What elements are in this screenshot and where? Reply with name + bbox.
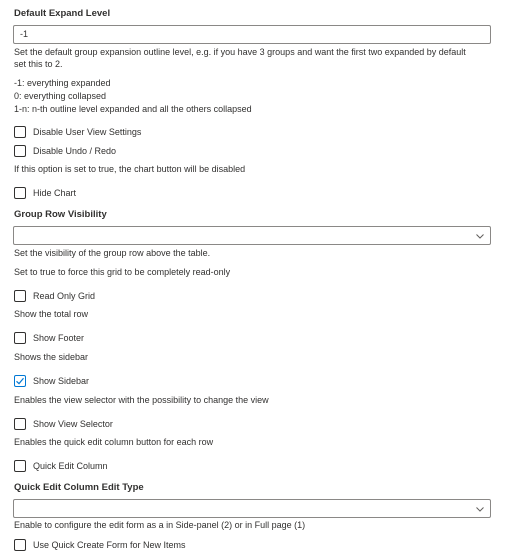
show-sidebar-row[interactable] <box>14 374 89 387</box>
disable-user-view-settings-checkbox[interactable] <box>14 126 26 138</box>
read-only-grid-label: Read Only Grid <box>33 290 96 301</box>
use-quick-create-form-checkbox[interactable] <box>14 539 26 551</box>
show-footer-label: Show Footer <box>33 332 85 343</box>
quick-edit-column-edit-type-label: Quick Edit Column Edit Type <box>14 482 144 493</box>
quick-edit-column-label: Quick Edit Column <box>33 460 108 471</box>
expand-option-minus1: -1: everything expanded <box>14 78 111 88</box>
read-only-grid-checkbox[interactable] <box>14 290 26 302</box>
show-view-selector-checkbox[interactable] <box>14 418 26 430</box>
show-sidebar-label: Show Sidebar <box>33 375 90 386</box>
expand-option-0: 0: everything collapsed <box>14 91 107 101</box>
show-view-selector-row[interactable] <box>14 417 113 430</box>
read-only-grid-row[interactable] <box>14 289 95 302</box>
chevron-down-icon <box>476 232 484 240</box>
hide-chart-row[interactable] <box>14 186 76 199</box>
group-row-visibility-description: Set the visibility of the group row above the table. <box>14 248 211 258</box>
chevron-down-icon <box>476 505 484 513</box>
quick-edit-column-edit-type-description: Enable to configure the edit form as a in Side-panel (2) or in Full page (1) <box>14 520 306 530</box>
show-sidebar-checkbox[interactable] <box>14 375 26 387</box>
quick-edit-column-checkbox[interactable] <box>14 460 26 472</box>
expand-option-n: 1-n: n-th outline level expanded and all the others collapsed <box>14 104 252 114</box>
group-row-visibility-label: Group Row Visibility <box>14 209 107 220</box>
group-row-visibility-dropdown[interactable] <box>13 226 491 245</box>
hide-chart-description: If this option is set to true, the chart button will be disabled <box>14 164 246 174</box>
read-only-grid-description: Set to true to force this grid to be completely read-only <box>14 267 231 277</box>
quick-edit-column-description: Enables the quick edit column button for each row <box>14 437 214 447</box>
quick-edit-column-edit-type-dropdown[interactable] <box>13 499 491 518</box>
hide-chart-label: Hide Chart <box>33 187 77 198</box>
show-footer-row[interactable] <box>14 331 84 344</box>
default-expand-level-input[interactable]: -1 <box>13 25 491 44</box>
quick-edit-column-row[interactable] <box>14 459 108 472</box>
default-expand-level-description-1: Set the default group expansion outline level, e.g. if you have 3 groups and want the first two expanded by default <box>14 47 466 57</box>
default-expand-level-description-2: set this to 2. <box>14 59 63 69</box>
disable-user-view-settings-row[interactable] <box>14 125 141 138</box>
disable-user-view-settings-label: Disable User View Settings <box>33 126 142 137</box>
show-footer-description: Show the total row <box>14 309 89 319</box>
use-quick-create-form-row[interactable] <box>14 538 186 551</box>
hide-chart-checkbox[interactable] <box>14 187 26 199</box>
use-quick-create-form-label: Use Quick Create Form for New Items <box>33 539 186 550</box>
default-expand-level-label: Default Expand Level <box>14 8 111 19</box>
disable-undo-redo-checkbox[interactable] <box>14 145 26 157</box>
disable-undo-redo-label: Disable Undo / Redo <box>33 145 117 156</box>
show-view-selector-description: Enables the view selector with the possibility to change the view <box>14 395 269 405</box>
checkmark-icon <box>16 377 24 385</box>
show-view-selector-label: Show View Selector <box>33 418 113 429</box>
show-footer-checkbox[interactable] <box>14 332 26 344</box>
show-sidebar-description: Shows the sidebar <box>14 352 89 362</box>
disable-undo-redo-row[interactable] <box>14 144 116 157</box>
